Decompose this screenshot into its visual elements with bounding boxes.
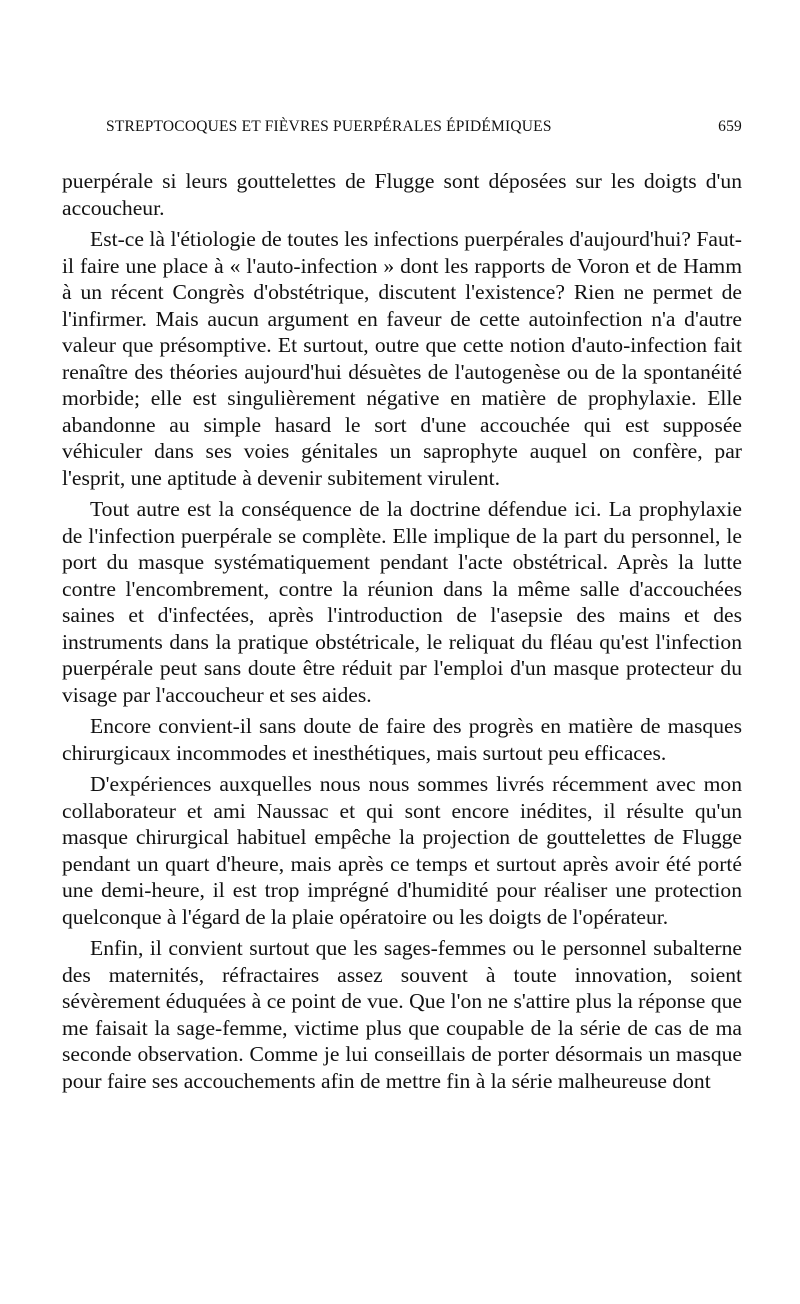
paragraph-experiences: D'expériences auxquelles nous nous sommes livrés récemment avec mon collaborateur et ami Naussac et qui sont encore inédites, il résulte qu'un masque chirurgical habituel empêche la projection de gouttelettes de Flugge pendant un quart d'heure, mais après ce temps et surtout après avoir été porté une demi-heure, il est trop imprégné d'humidité pour réaliser une protection quelconque à l'égard de la plaie opératoire ou les doigts de l'opérateur. <box>62 772 742 929</box>
paragraph-masques: Encore convient-il sans doute de faire des progrès en matière de masques chirurgicaux incommodes et inesthétiques, mais surtout peu efficaces. <box>62 714 742 765</box>
page-number: 659 <box>718 118 742 135</box>
paragraph-prophylaxie: Tout autre est la conséquence de la doctrine défendue ici. La prophylaxie de l'infection puerpérale se complète. Elle implique de la part du personnel, le port du masque systématiquement pendant l'acte obstétrical. Après la lutte contre l'encombrement, contre la réunion dans la même salle d'accouchées saines et d'infectées, après l'introduction de l'asepsie des mains et des instruments dans la pratique obstétricale, le reliquat du fléau qu'est l'infection puerpérale peut sans doute être réduit par l'emploi d'un masque protecteur du visage par l'accoucheur et ses aides. <box>62 497 742 707</box>
running-header <box>62 112 742 146</box>
paragraph-auto-infection: Est-ce là l'étiologie de toutes les infections puerpérales d'aujourd'hui? Faut-il faire une place à « l'auto-infection » dont les rapports de Voron et de Hamm à un récent Congrès d'obstétrique, discutent l'existence? Rien ne permet de l'infirmer. Mais aucun argument en faveur de cette autoinfection n'a d'autre valeur que présomptive. Et surtout, outre que cette notion d'auto-infection fait renaître des théories aujourd'hui désuètes de l'autogenèse ou de la spontanéité morbide; elle est singulièrement négative en matière de prophylaxie. Elle abandonne au simple hasard le sort d'une accouchée qui est supposée véhiculer dans ses voies génitales un saprophyte auquel on confère, par l'esprit, une aptitude à devenir subitement virulent. <box>62 227 742 490</box>
running-title: STREPTOCOQUES ET FIÈVRES PUERPÉRALES ÉPIDÉMIQUES <box>106 118 552 135</box>
paragraph-sages-femmes: Enfin, il convient surtout que les sages-femmes ou le personnel subalterne des maternités, réfractaires assez souvent à toute innovation, soient sévèrement éduquées à ce point de vue. Que l'on ne s'attire plus la réponse que me faisait la sage-femme, victime plus que coupable de la série de cas de ma seconde observation. Comme je lui conseillais de porter désormais un masque pour faire ses accouchements afin de mettre fin à la série malheureuse dont <box>62 936 742 1093</box>
paragraph-continued: puerpérale si leurs gouttelettes de Flugge sont déposées sur les doigts d'un accoucheur. <box>62 169 742 220</box>
body-text <box>62 168 742 1094</box>
document-page <box>62 112 742 1099</box>
